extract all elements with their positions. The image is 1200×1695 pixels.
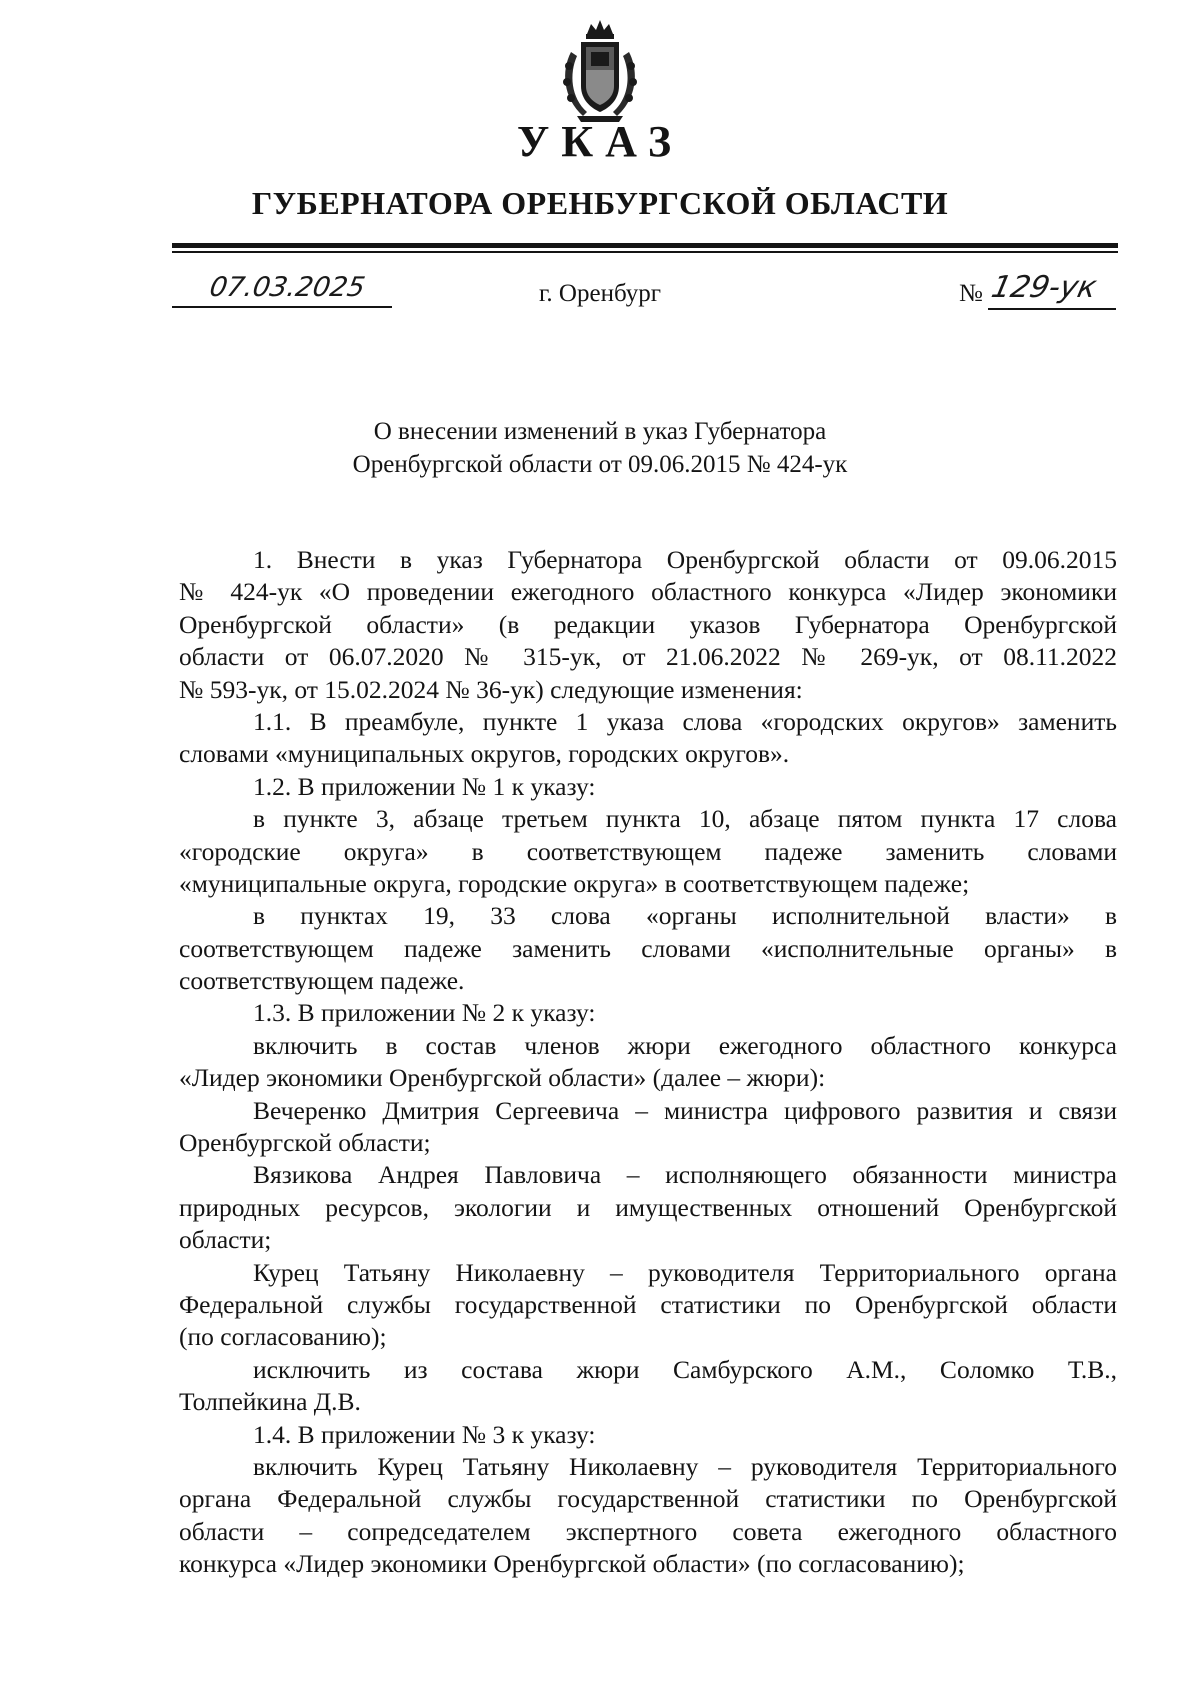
document-body [179, 544, 1117, 1581]
body-line: «муниципальные округа, городские округа» в соответствующем падеже; [179, 868, 970, 898]
body-line: природных ресурсов, экологии и имущественных отношений Оренбургской [179, 1192, 1117, 1222]
body-line: № 424-ук «О проведении ежегодного областного конкурса «Лидер экономики [179, 577, 1117, 607]
body-line: включить в состав членов жюри ежегодного областного конкурса [253, 1030, 1117, 1060]
number-label: № [959, 280, 983, 307]
body-line: 1. Внести в указ Губернатора Оренбургской области от 09.06.2015 [253, 545, 1117, 574]
body-line: области от 06.07.2020 № 315-ук, от 21.06.2022 № 269-ук, от 08.11.2022 [179, 642, 1117, 672]
body-line: Федеральной службы государственной статистики по Оренбургской области [179, 1289, 1117, 1319]
body-line: соответствующем падеже заменить словами «исполнительные органы» в [179, 933, 1117, 963]
body-line: исключить из состава жюри Самбурского А.М., Соломко Т.В., [253, 1354, 1117, 1384]
subject-line: Оренбургской области от 09.06.2015 № 424-ук [352, 451, 848, 478]
document-date: 07.03.2025 [207, 272, 368, 303]
document-number: 129-ук [988, 270, 1100, 305]
body-line: «городские округа» в соответствующем падеже заменить словами [179, 836, 1117, 866]
body-line: Оренбургской области; [179, 1128, 431, 1158]
body-line: 1.4. В приложении № 3 к указу: [253, 1419, 596, 1449]
body-line: 1.3. В приложении № 2 к указу: [253, 998, 596, 1028]
body-line: Курец Татьяну Николаевну – руководителя Территориального органа [253, 1257, 1117, 1287]
body-line: Оренбургской области» (в редакции указов Губернатора Оренбургской [179, 609, 1117, 639]
body-line: словами «муниципальных округов, городских округов». [179, 739, 790, 769]
body-line: № 593-ук, от 15.02.2024 № 36-ук) следующие изменения: [179, 674, 803, 704]
number-underline [988, 308, 1116, 310]
body-line: «Лидер экономики Оренбургской области» (далее – жюри): [179, 1063, 826, 1093]
body-line: 1.1. В преамбуле, пункте 1 указа слова «городских округов» заменить [253, 706, 1117, 736]
body-line: соответствующем падеже. [179, 966, 465, 996]
body-line: конкурса «Лидер экономики Оренбургской области» (по согласованию); [179, 1549, 965, 1579]
header-rule-thick [172, 243, 1118, 248]
body-line: включить Курец Татьяну Николаевну – руководителя Территориального [253, 1451, 1117, 1481]
issuer-title: ГУБЕРНАТОРА ОРЕНБУРГСКОЙ ОБЛАСТИ [251, 185, 949, 221]
body-line: органа Федеральной службы государственной статистики по Оренбургской [179, 1484, 1117, 1514]
body-line: Толпейкина Д.В. [179, 1387, 361, 1417]
body-line: Вечеренко Дмитрия Сергеевича – министра цифрового развития и связи [253, 1095, 1117, 1125]
body-line: (по согласованию); [179, 1322, 387, 1352]
document-city: г. Оренбург [539, 280, 661, 307]
body-line: в пунктах 19, 33 слова «органы исполнительной власти» в [253, 901, 1117, 931]
body-line: области – сопредседателем экспертного совета ежегодного областного [179, 1516, 1117, 1546]
body-line: в пункте 3, абзаце третьем пункта 10, абзаце пятом пункта 17 слова [253, 804, 1117, 834]
header-rule-thin [172, 251, 1118, 253]
coat-of-arms-icon [557, 16, 643, 126]
document-type-title: УКАЗ [516, 117, 684, 166]
subject-line: О внесении изменений в указ Губернатора [373, 418, 827, 445]
body-line: Вязикова Андрея Павловича – исполняющего обязанности министра [253, 1160, 1117, 1190]
body-line: области; [179, 1225, 272, 1255]
body-line: 1.2. В приложении № 1 к указу: [253, 771, 596, 801]
